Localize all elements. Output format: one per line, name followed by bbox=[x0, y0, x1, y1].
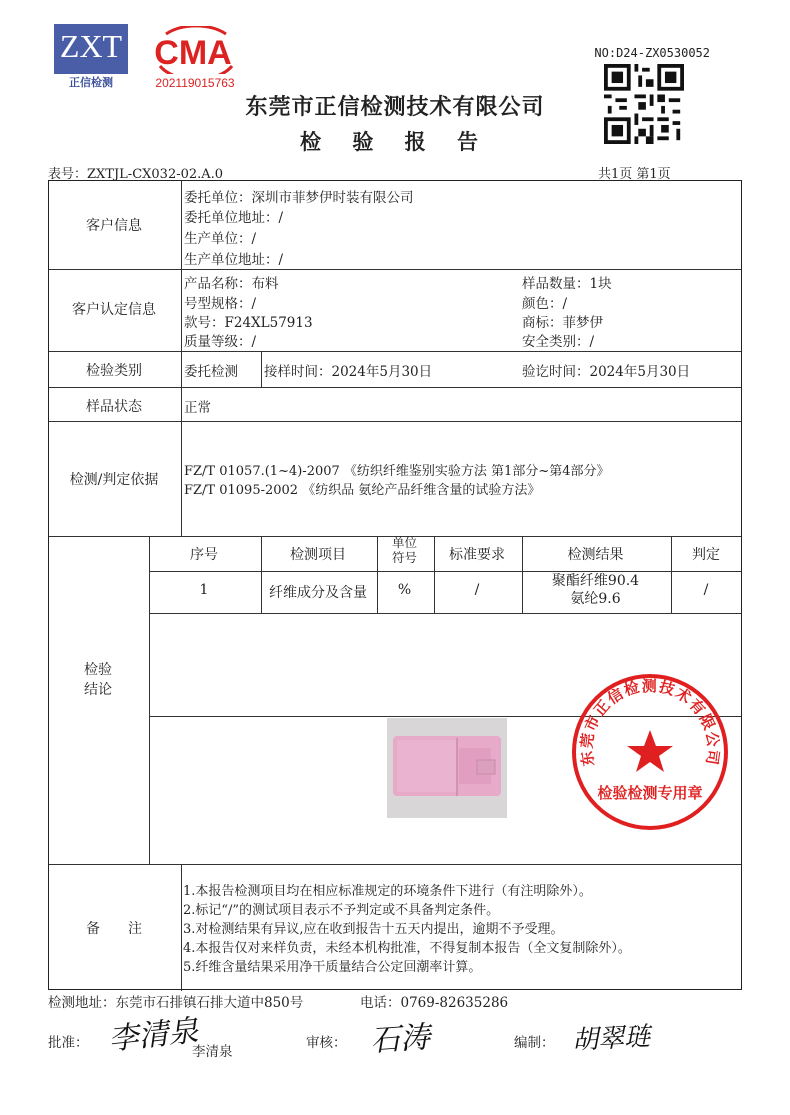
test-address: 检测地址：东莞市石排镇石排大道中850号 bbox=[48, 995, 304, 1011]
approver-label: 批准： bbox=[48, 1035, 89, 1051]
editor-signature: 胡翠琏 bbox=[571, 1021, 651, 1057]
col-unit-header-line2: 符号 bbox=[391, 550, 417, 565]
product-info-label: 客户认定信息 bbox=[72, 302, 156, 318]
remark-1: 1.本报告检测项目均在相应标准规定的环境条件下进行（有注明除外）。 bbox=[183, 884, 592, 899]
product-style: 款号：F24XL57913 bbox=[184, 315, 313, 331]
basis-standard-1: FZ/T 01057.(1~4)-2007 《纺织纤维鉴别实验方法 第1部分~第4部分》 bbox=[184, 464, 610, 479]
product-name: 产品名称：布料 bbox=[184, 276, 279, 292]
inspection-type-label: 检验类别 bbox=[86, 363, 142, 379]
col-item-header: 检测项目 bbox=[290, 547, 346, 563]
conclusion-label bbox=[48, 660, 148, 700]
conclusion-label-line1: 检验 bbox=[84, 662, 112, 678]
cma-number: 202119015763 bbox=[155, 76, 235, 90]
sample-photo bbox=[387, 718, 507, 818]
received-date: 接样时间：2024年5月30日 bbox=[264, 364, 433, 380]
row-seq: 1 bbox=[199, 582, 209, 598]
inspection-type-value: 委托检测 bbox=[184, 364, 238, 380]
product-brand: 商标：菲梦伊 bbox=[522, 315, 603, 331]
row-item: 纤维成分及含量 bbox=[269, 585, 367, 601]
cma-logo bbox=[146, 26, 240, 74]
row-unit: % bbox=[397, 582, 412, 598]
col-unit-header-line1: 单位 bbox=[391, 535, 417, 550]
row-result-polyester: 聚酯纤维90.4 bbox=[551, 573, 640, 589]
zxt-logo-subtitle: 正信检测 bbox=[69, 76, 113, 89]
product-color: 颜色：/ bbox=[522, 296, 568, 312]
report-title: 检 验 报 告 bbox=[300, 129, 490, 154]
producer-address: 生产单位地址：/ bbox=[184, 252, 284, 268]
safety-category: 安全类别：/ bbox=[522, 334, 595, 350]
svg-text:CMA: CMA bbox=[154, 34, 232, 72]
sample-state-value: 正常 bbox=[184, 400, 211, 416]
approver-name: 李清泉 bbox=[192, 1044, 233, 1060]
product-quality: 质量等级：/ bbox=[184, 334, 257, 350]
remarks-label: 备 注 bbox=[86, 921, 142, 937]
page-count: 共1页 第1页 bbox=[598, 167, 671, 182]
producer-unit: 生产单位：/ bbox=[184, 231, 257, 247]
row-requirement: / bbox=[474, 582, 480, 598]
reviewer-label: 审核： bbox=[306, 1035, 347, 1051]
col-result-header: 检测结果 bbox=[567, 547, 624, 563]
phone: 电话：0769-82635286 bbox=[360, 995, 509, 1011]
approver-signature: 李清泉 bbox=[106, 1013, 200, 1058]
official-stamp bbox=[570, 672, 730, 832]
client-unit: 委托单位：深圳市菲梦伊时装有限公司 bbox=[184, 190, 414, 206]
sample-quantity: 样品数量：1块 bbox=[522, 276, 612, 292]
col-unit-header bbox=[376, 535, 433, 565]
client-address: 委托单位地址：/ bbox=[184, 210, 284, 226]
stamp-arc-text: 东莞市正信检测技术有限公司 bbox=[577, 676, 723, 768]
editor-label: 编制： bbox=[514, 1035, 555, 1051]
row-judgment: / bbox=[703, 582, 709, 598]
col-seq-header: 序号 bbox=[190, 547, 218, 563]
remark-4: 4.本报告仅对来样负责，未经本机构批准，不得复制本报告（全文复制除外）。 bbox=[183, 941, 631, 956]
row-result bbox=[521, 572, 670, 608]
conclusion-label-line2: 结论 bbox=[84, 682, 112, 698]
form-number: 表号：ZXTJL-CX032-02.A.0 bbox=[48, 167, 224, 182]
company-name: 东莞市正信检测技术有限公司 bbox=[245, 94, 545, 120]
product-model: 号型规格：/ bbox=[184, 296, 257, 312]
basis-standard-2: FZ/T 01095-2002 《纺织品 氨纶产品纤维含量的试验方法》 bbox=[184, 483, 541, 498]
report-number: NO:D24-ZX0530052 bbox=[594, 46, 710, 60]
zxt-logo: ZXT bbox=[54, 24, 128, 74]
sample-state-label: 样品状态 bbox=[86, 399, 142, 415]
remark-5: 5.纤维含量结果采用净干质量结合公定回潮率计算。 bbox=[183, 960, 482, 975]
col-requirement-header: 标准要求 bbox=[449, 547, 505, 563]
stamp-bottom-text: 检验检测专用章 bbox=[597, 784, 703, 802]
remark-2: 2.标记“/”的测试项目表示不予判定或不具备判定条件。 bbox=[183, 903, 500, 918]
remark-3: 3.对检测结果有异议,应在收到报告十五天内提出，逾期不予受理。 bbox=[183, 922, 564, 937]
reviewer-signature: 石涛 bbox=[369, 1019, 432, 1060]
row-result-spandex: 氨纶9.6 bbox=[570, 591, 621, 607]
completed-date: 验讫时间：2024年5月30日 bbox=[522, 364, 691, 380]
basis-label: 检测/判定依据 bbox=[69, 472, 159, 488]
client-info-label: 客户信息 bbox=[86, 218, 142, 234]
col-judgment-header: 判定 bbox=[692, 547, 720, 563]
